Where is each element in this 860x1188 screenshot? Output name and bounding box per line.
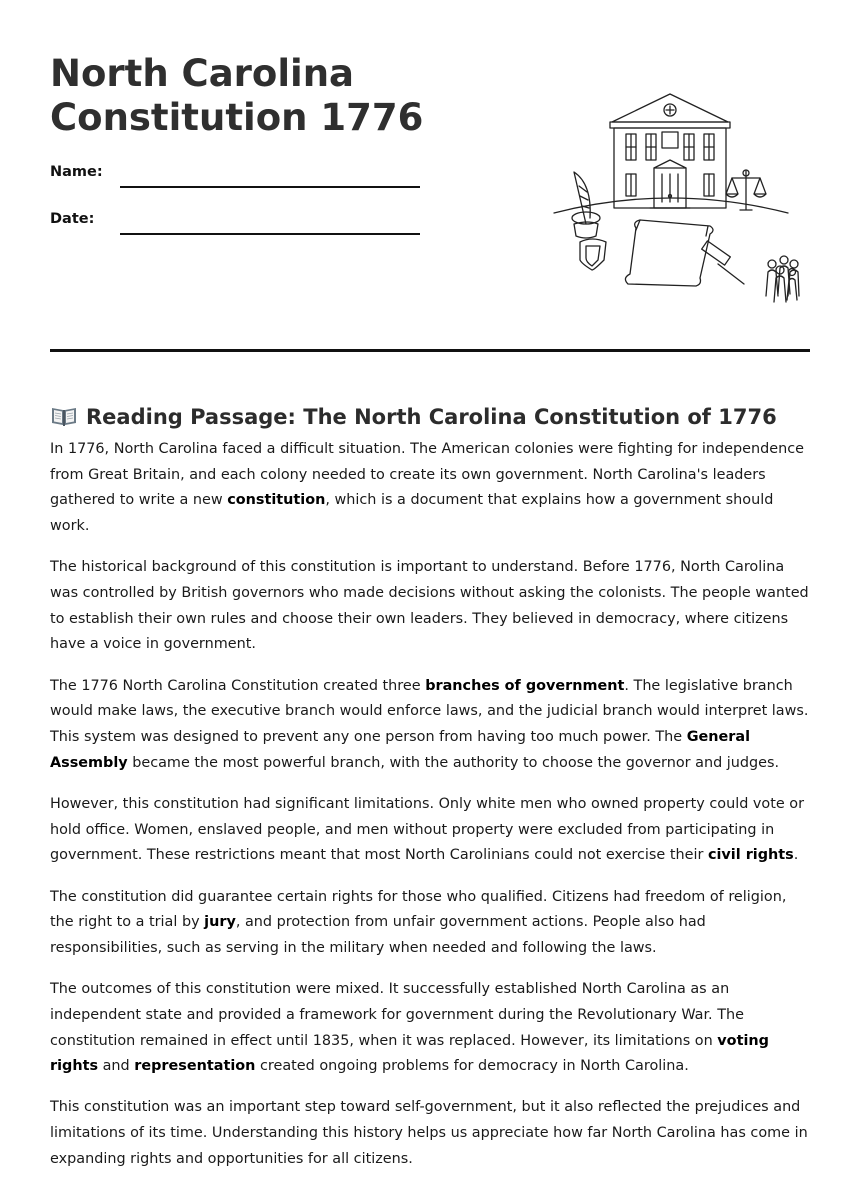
- paragraph-2: The historical background of this constitution is important to understand. Before 1776, North Carolina was controlled by British governors who made decisions without asking the colonists. The people wanted to establish their own rules and choose their own leaders. They believed in democracy, where citizens have a voice in government.: [50, 559, 809, 653]
- paragraph-7: This constitution was an important step toward self-government, but it also reflected the prejudices and limitations of its time. Understanding this history helps us appreciate how far North Carolina has come in expanding rights and opportunities for all citizens.: [50, 1099, 808, 1167]
- colonial-building-scene-icon: [550, 88, 800, 313]
- date-field[interactable]: [120, 233, 420, 235]
- text-run: . The legislative branch would make laws, the executive branch would enforce laws, and the judicial branch would interpret laws. This system was designed to prevent any one person from having too much power. The: [50, 677, 809, 746]
- shield-icon: [580, 239, 606, 270]
- term-constitution: constitution: [227, 492, 326, 509]
- term-general-assembly: General Assembly: [50, 729, 751, 771]
- quill-ink-icon: [572, 172, 600, 238]
- name-label: Name:: [50, 164, 103, 180]
- paragraph-4: [50, 792, 810, 869]
- term-branches-of-government: branches of government: [425, 677, 625, 694]
- page-title: [50, 52, 530, 140]
- text-run: The 1776 North Carolina Constitution created three: [50, 677, 426, 694]
- text-run: .: [793, 847, 799, 864]
- scroll-gavel-icon: [625, 220, 744, 286]
- text-run: However, this constitution had significant limitations. Only white men who owned property could vote or hold office. Women, enslaved people, and men without property were excluded from participating in government. These restrictions meant that most North Carolinians could not exercise their: [50, 795, 805, 864]
- text-run: , and protection from unfair government actions. People also had responsibilities, such as serving in the military when needed and following the laws.: [50, 914, 706, 956]
- date-field-row: [50, 211, 430, 241]
- paragraph-6: [50, 977, 810, 1080]
- title-line-1: North Carolina: [50, 52, 355, 95]
- title-line-2: Constitution 1776: [50, 96, 424, 139]
- paragraph-3: [50, 674, 810, 777]
- worksheet-page: [50, 0, 810, 1167]
- date-label: Date:: [50, 211, 95, 227]
- text-run: became the most powerful branch, with the authority to choose the governor and judges.: [127, 754, 780, 771]
- scales-of-justice-icon: [726, 170, 766, 210]
- text-run: created ongoing problems for democracy in North Carolina.: [255, 1058, 689, 1075]
- term-jury: jury: [204, 914, 236, 931]
- text-run: , which is a document that explains how a government should work.: [50, 492, 774, 535]
- reading-passage: [50, 437, 810, 1188]
- name-field-row: [50, 164, 430, 194]
- text-run: The constitution did guarantee certain rights for those who qualified. Citizens had freedom of religion, the right to a trial by: [50, 888, 787, 931]
- text-run: In 1776, North Carolina faced a difficult situation. The American colonies were fighting for independence from Great Britain, and each colony needed to create its own government. North Carolina's leaders gathered to write a new: [50, 441, 805, 509]
- text-run: The outcomes of this constitution were mixed. It successfully established North Carolina as an independent state and provided a framework for government during the Revolutionary War. The constitution remained in effect until 1835, when it was replaced. However, its limitations on: [50, 981, 744, 1049]
- section-heading-text: Reading Passage: The North Carolina Constitution of 1776: [86, 405, 777, 430]
- paragraph-5: [50, 885, 810, 962]
- header-divider: [50, 349, 810, 352]
- term-representation: representation: [134, 1058, 256, 1075]
- paragraph-1: [50, 437, 810, 540]
- open-book-icon: [50, 405, 78, 427]
- section-heading: [50, 405, 810, 429]
- people-group-icon: [766, 256, 799, 302]
- term-voting-rights: voting rights: [50, 1032, 769, 1075]
- term-civil-rights: civil rights: [707, 847, 794, 864]
- name-field[interactable]: [120, 186, 420, 188]
- text-run: and: [98, 1058, 135, 1075]
